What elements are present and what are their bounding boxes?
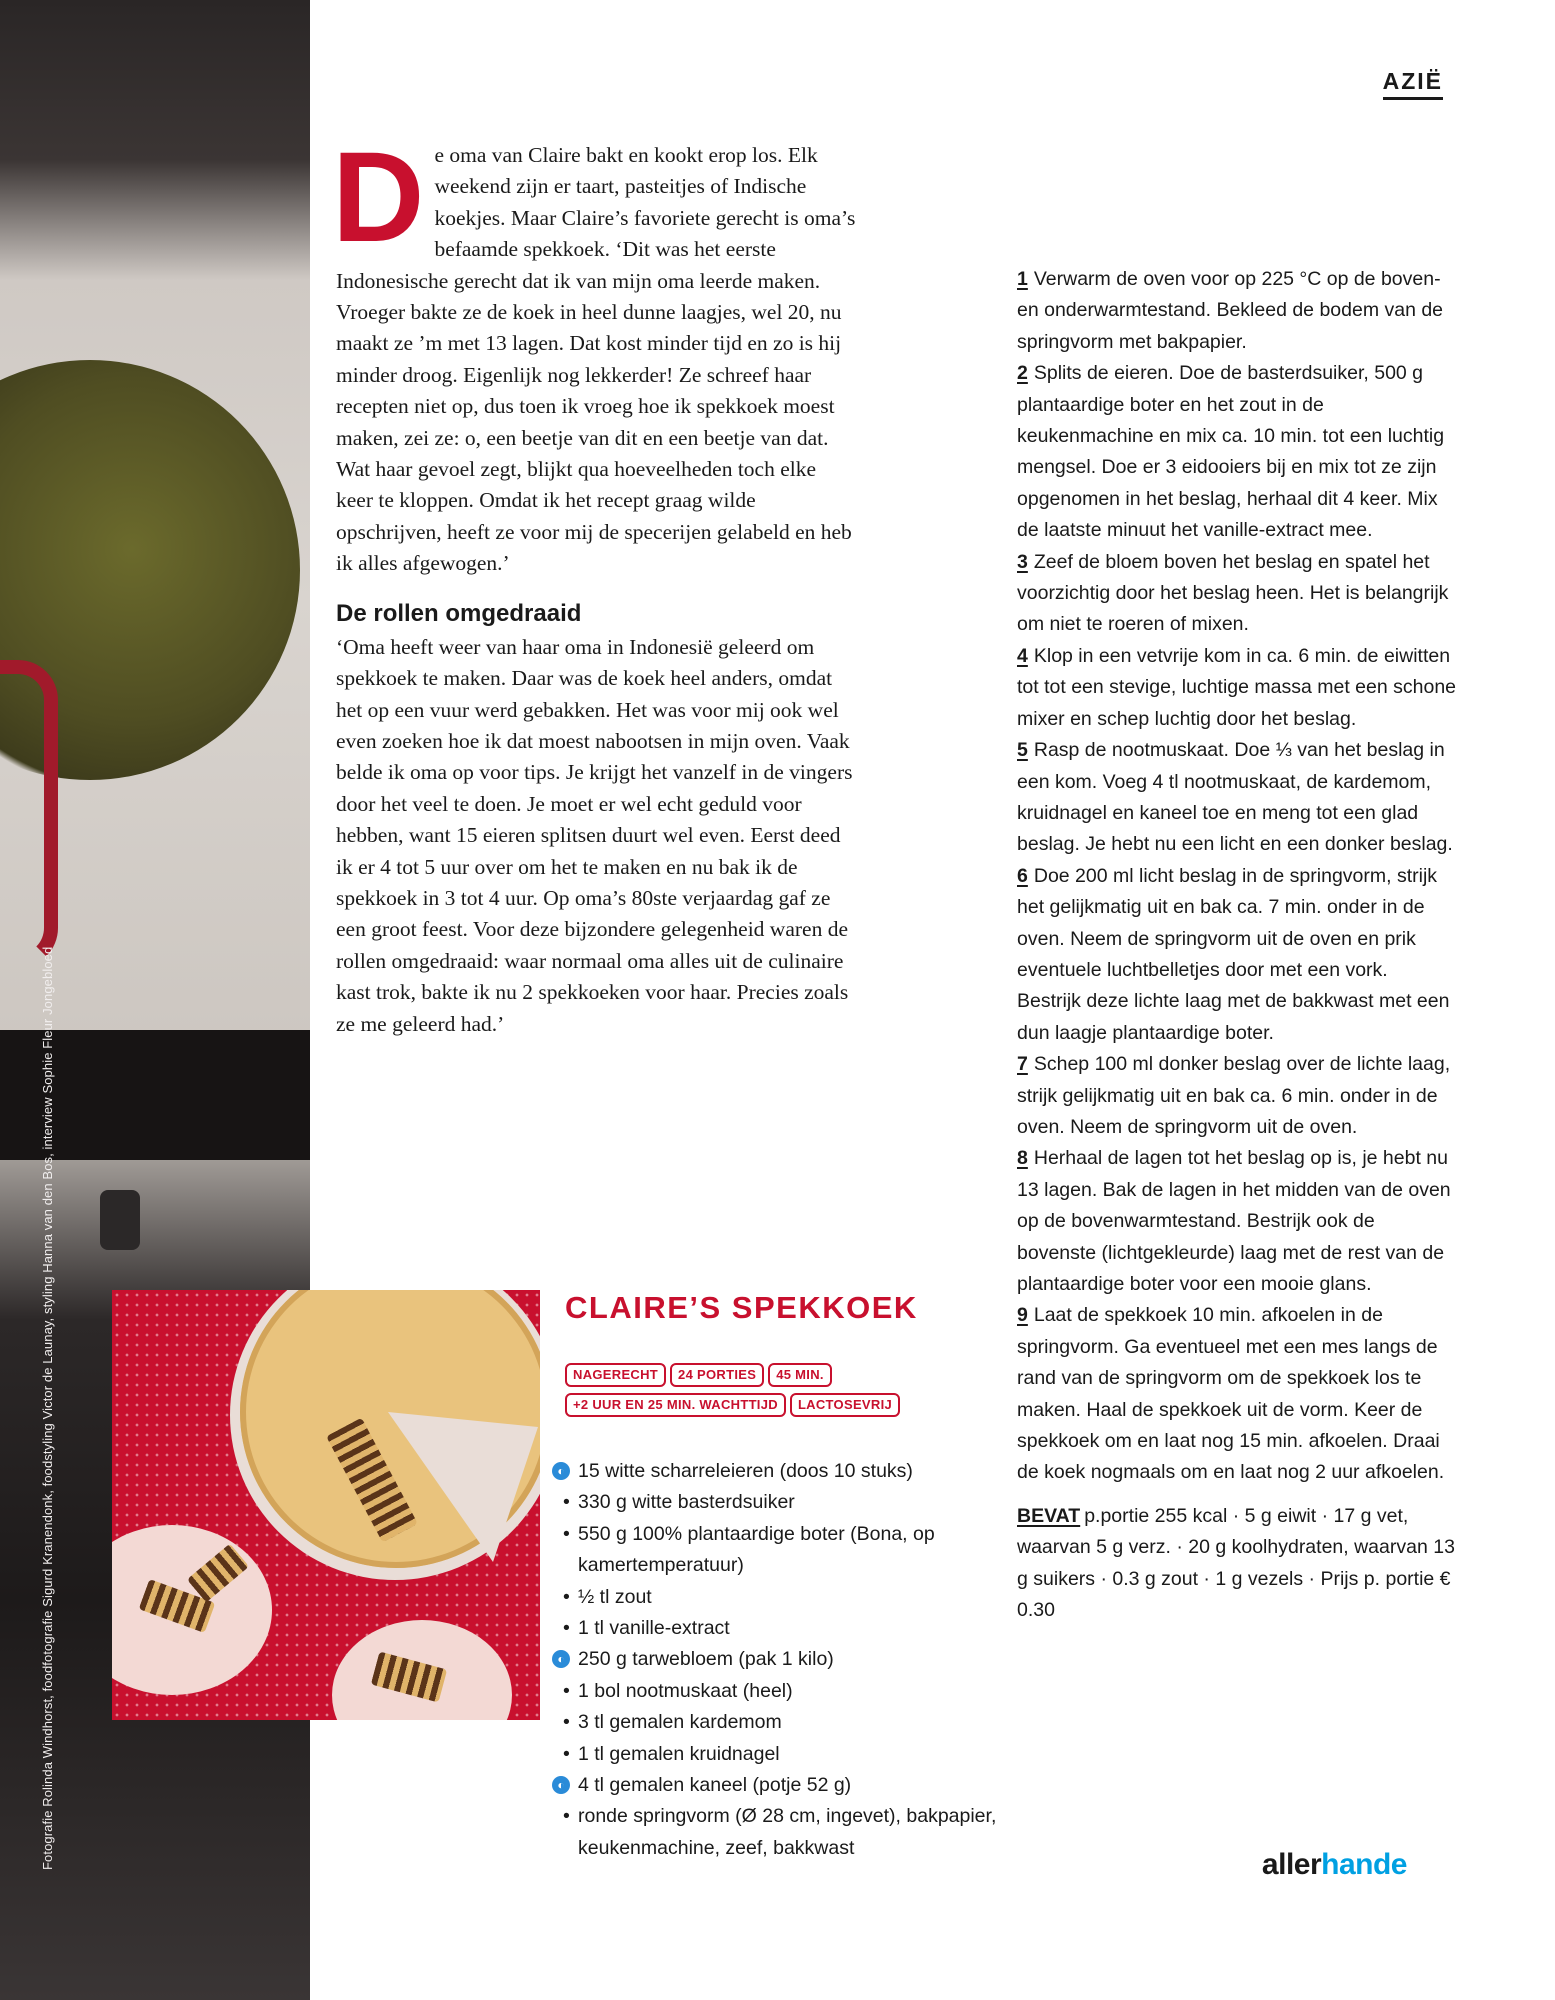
step-number: 8 [1017,1147,1028,1170]
step-number: 3 [1017,550,1028,573]
recipe-step [1017,1143,1457,1300]
recipe-photo [112,1290,540,1720]
tag-portions: 24 PORTIES [670,1363,764,1387]
ingredient-item [552,1519,1002,1582]
recipe-title: CLAIRE’S SPEKKOEK [565,1290,918,1325]
ingredient-item [552,1676,1002,1707]
recipe-step [1017,264,1457,358]
bonus-offer-icon: ◐ [552,1776,570,1794]
brand-logo: allerhande [1261,1848,1407,1881]
ingredient-text: 15 witte scharreleieren (doos 10 stuks) [578,1460,913,1482]
ingredient-text: 1 bol nootmuskaat (heel) [578,1679,793,1702]
ingredient-text: 4 tl gemalen kaneel (potje 52 g) [578,1774,852,1797]
tag-time: 45 MIN. [768,1363,832,1387]
tag-lactose-free: LACTOSEVRIJ [790,1393,900,1417]
step-number: 6 [1017,864,1028,887]
bullet-icon: • [563,1742,570,1765]
recipe-step [1017,861,1457,1049]
ingredient-text: ½ tl zout [578,1585,652,1608]
photo-glass-shape [100,1190,140,1250]
step-text: Zeef de bloem boven het beslag en spatel het voorzichtig door het beslag heen. Het is belangrijk om niet te roeren of mixen. [1017,550,1449,636]
recipe-step [1017,1049,1457,1143]
step-number: 1 [1017,268,1028,290]
step-number: 7 [1017,1053,1028,1076]
bullet-icon: • [563,1617,570,1640]
ingredient-text: 3 tl gemalen kardemom [578,1711,782,1734]
ingredient-item [552,1739,1002,1770]
recipe-step [1017,641,1457,735]
step-text: Klop in een vetvrije kom in ca. 6 min. de eiwitten tot tot een stevige, luchtige massa met een schone mixer en schep luchtig door het beslag. [1017,644,1457,730]
step-number: 5 [1017,739,1028,762]
intro-paragraph-2: ‘Oma heeft weer van haar oma in Indonesië geleerd om spekkoek te maken. Daar was de koek heel anders, omdat het op een vuur werd gebakken. Het was voor mij ook wel even zoeken hoe ik dat moest nabootsen in mijn oven. Vaak belde ik oma op voor tips. Je krijgt het vanzelf in de vingers door het veel te doen. Je moet er wel echt geduld voor hebben, want 15 eieren splitsen duurt wel even. Eerst deed ik er 4 tot 5 uur over om het te maken en nu bak ik de spekkoek in 3 tot 4 uur. Op oma’s 80ste verjaardag gaf ze een groot feest. Voor deze bijzondere gelegenheid waren de rollen omgedraaid: waar normaal oma alles uit de culinaire kast trok, bakte ik nu 2 spekkoeken voor haar. Precies zoals ze me geleerd had.’ [336,634,853,1036]
ingredient-text: 330 g witte basterdsuiker [578,1491,795,1514]
ingredient-item [552,1582,1002,1613]
step-number: 4 [1017,644,1028,667]
step-text: Verwarm de oven voor op 225 °C op de boven- en onderwarmtestand. Bekleed de bodem van de springvorm met bakpapier. [1017,268,1444,353]
intro-subheading: De rollen omgedraaid [336,599,582,627]
step-number: 9 [1017,1304,1028,1327]
step-text: Laat de spekkoek 10 min. afkoelen in de springvorm. Ga eventueel met een mes langs de rand van de springvorm om de spekkoek los te maken. Haal de spekkoek uit de vorm. Keer de spekkoek om en laat nog 15 min. afkoelen. Draai de koek nogmaals om en laat nog 2 uur afkoelen. [1017,1304,1445,1484]
intro-article [332,126,856,1040]
ingredient-item [552,1770,1002,1801]
recipe-step [1017,358,1457,546]
ingredient-item [552,1801,1002,1864]
step-text: Rasp de nootmuskaat. Doe ⅓ van het beslag in een kom. Voeg 4 tl nootmuskaat, de kardemom, kruidnagel en kaneel toe en meng tot een glad beslag. Je hebt nu een licht en een donker beslag. [1017,739,1453,856]
ingredient-list [552,1456,1002,1864]
recipe-tags [565,1363,985,1423]
bonus-offer-icon: ◐ [552,1462,570,1480]
intro-paragraph-1-text: e oma van Claire bakt en kookt erop los. Elk weekend zijn er taart, pasteitjes of Indische koekjes. Maar Claire’s favoriete gerecht is oma’s befaamde spekkoek. ‘Dit was het eerste Indonesische gerecht dat ik van mijn oma leerde maken. Vroeger bakte ze de koek in heel dunne laagjes, wel 20, nu maakt ze ’m met 13 lagen. Dat kost minder tijd en zo is hij minder droog. Eigenlijk nog lekkerder! Ze schreef haar recepten niet op, dus toen ik vroeg hoe ik spekkoek moest maken, zei ze: o, een beetje van dit en een beetje van dat. Wat haar gevoel zegt, blijkt qua hoeveelheden toch elke keer te kloppen. Omdat ik het recept graag wilde opschrijven, heeft ze voor mij de specerijen gelabeld en heb ik alles afgewogen.’ [336,143,856,576]
ingredient-item [552,1707,1002,1738]
intro-paragraph-1 [332,126,856,580]
recipe-steps [1017,264,1457,1626]
drop-cap: D [332,126,425,269]
bullet-icon: • [563,1711,570,1734]
recipe-step [1017,1300,1457,1488]
nutrition-info [1017,1501,1457,1627]
recipe-step [1017,547,1457,641]
bullet-icon: • [563,1679,570,1702]
step-text: Herhaal de lagen tot het beslag op is, je hebt nu 13 lagen. Bak de lagen in het midden van de oven op de bovenwarmtestand. Bestrijk ook de bovenste (lichtgekleurde) laag met de rest van de plantaardige boter voor een mooie glans. [1017,1147,1451,1295]
ingredient-text: 550 g 100% plantaardige boter (Bona, op kamertemperatuur) [578,1522,935,1577]
ingredient-item [552,1613,1002,1644]
bullet-icon: • [563,1491,570,1514]
recipe-step [1017,735,1457,861]
bullet-icon: • [563,1522,570,1545]
photo-credits: Fotografie Rolinda Windhorst, foodfotografie Sigurd Kranendonk, foodstyling Victor de Launay, styling Hanna van den Bos, interview Sophie Fleur Jongebloed [40,946,55,1870]
ingredient-text: 1 tl gemalen kruidnagel [578,1742,780,1765]
bonus-offer-icon: ◐ [552,1650,570,1668]
nutrition-text: p.portie 255 kcal · 5 g eiwit · 17 g vet, waarvan 5 g verz. · 20 g koolhydraten, waarvan 13 g suikers · 0.3 g zout · 1 g vezels · Prijs p. portie € 0.30 [1017,1504,1455,1622]
step-text: Doe 200 ml licht beslag in de springvorm, strijk het gelijkmatig uit en bak ca. 7 min. onder in de oven. Neem de springvorm uit de oven en prik eventuele luchtbelletjes door met een vork. Bestrijk deze lichte laag met de bakkwast met een dun laagje plantaardige boter. [1017,864,1450,1044]
nutrition-label: BEVAT [1017,1504,1081,1527]
ingredient-text: ronde springvorm (Ø 28 cm, ingevet), bakpapier, keukenmachine, zeef, bakkwast [578,1805,997,1859]
ingredient-item [552,1487,1002,1518]
ingredient-item [552,1644,1002,1675]
tag-waiting-time: +2 UUR EN 25 MIN. WACHTTIJD [565,1393,786,1417]
step-text: Splits de eieren. Doe de basterdsuiker, 500 g plantaardige boter en het zout in de keukenmachine en mix ca. 10 min. tot een luchtig mengsel. Doe er 3 eidooiers bij en mix tot ze zijn opgenomen in het beslag, herhaal dit 4 keer. Mix de laatste minuut het vanille-extract mee. [1017,362,1445,542]
bullet-icon: • [563,1585,570,1608]
ingredient-text: 250 g tarwebloem (pak 1 kilo) [578,1648,834,1671]
tag-course: NAGERECHT [565,1363,666,1387]
ingredient-text: 1 tl vanille-extract [578,1617,730,1640]
bullet-icon: • [563,1805,570,1828]
photo-ribbon-shape [0,660,58,968]
ingredient-item [552,1456,1002,1487]
step-number: 2 [1017,362,1028,385]
step-text: Schep 100 ml donker beslag over de lichte laag, strijk gelijkmatig uit en bak ca. 6 min. onder in de oven. Neem de springvorm uit de oven. [1017,1053,1451,1138]
section-tag: AZIË [1383,68,1443,100]
